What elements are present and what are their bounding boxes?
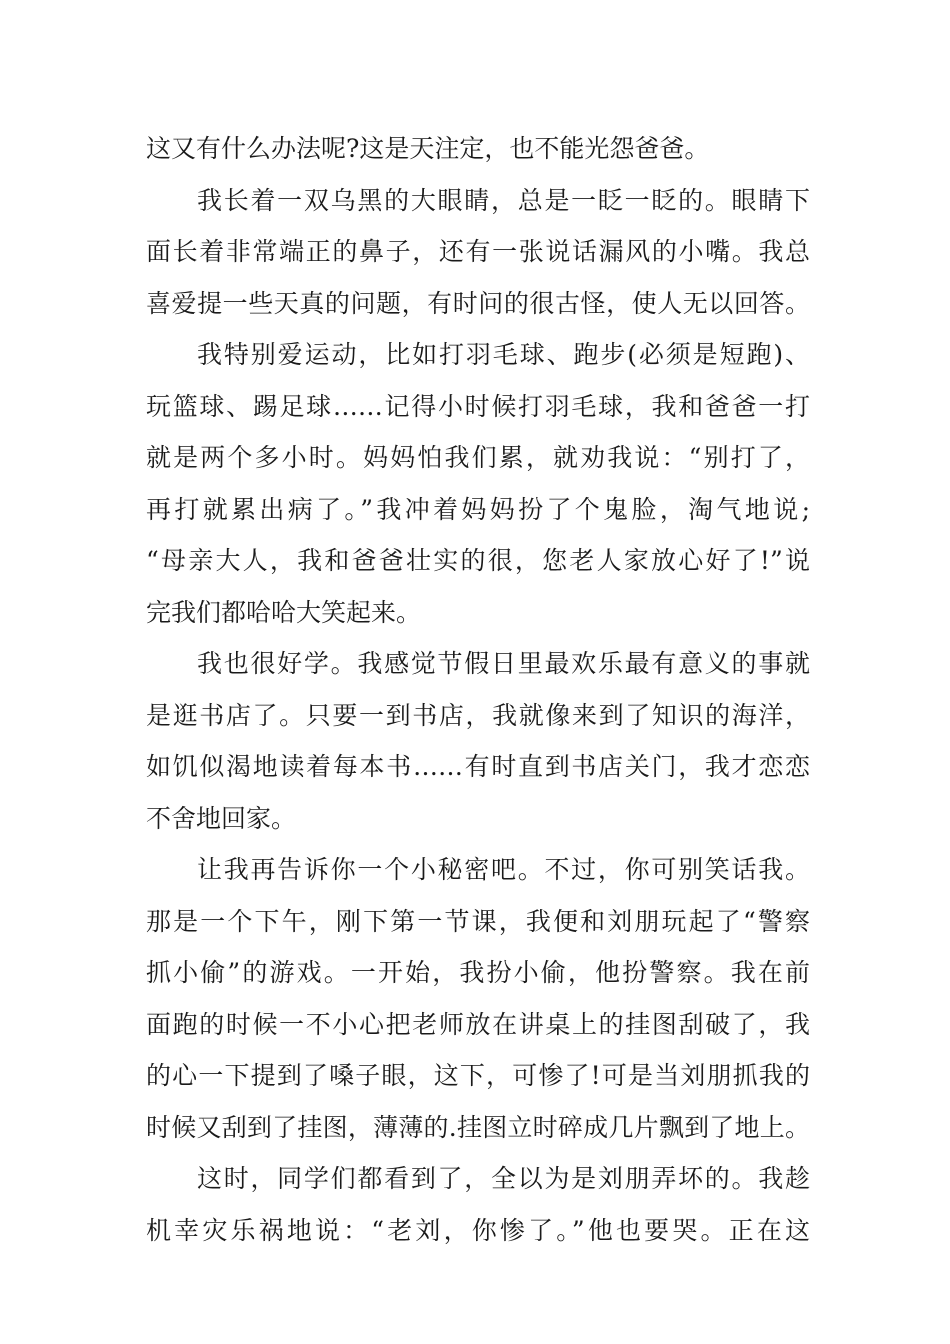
text-line: 我长着一双乌黑的大眼睛，总是一眨一眨的。眼睛下 xyxy=(197,185,810,215)
text-line: 我特别爱运动，比如打羽毛球、跑步(必须是短跑)、 xyxy=(197,340,810,369)
text-line: 面跑的时候一不小心把老师放在讲桌上的挂图刮破了，我 xyxy=(146,1009,810,1039)
text-line: 让我再告诉你一个小秘密吧。不过，你可别笑话我。 xyxy=(197,855,810,884)
text-line: 那是一个下午，刚下第一节课，我便和刘朋玩起了“警察 xyxy=(146,906,810,936)
text-line: “母亲大人，我和爸爸壮实的很，您老人家放心好了!”说 xyxy=(146,546,810,575)
text-line: 玩篮球、踢足球……记得小时候打羽毛球，我和爸爸一打 xyxy=(146,391,810,421)
text-line: 抓小偷”的游戏。一开始，我扮小偷，他扮警察。我在前 xyxy=(146,958,810,987)
text-line: 这时，同学们都看到了，全以为是刘朋弄坏的。我趁 xyxy=(197,1164,810,1193)
text-line: 这又有什么办法呢?这是天注定，也不能光怨爸爸。 xyxy=(146,134,710,163)
text-line: 完我们都哈哈大笑起来。 xyxy=(146,597,422,627)
text-line: 的心一下提到了嗓子眼，这下，可惨了!可是当刘朋抓我的 xyxy=(146,1061,810,1090)
text-line: 如饥似渴地读着每本书……有时直到书店关门，我才恋恋 xyxy=(146,752,810,781)
text-line: 再打就累出病了。”我冲着妈妈扮了个鬼脸，淘气地说; xyxy=(146,494,810,524)
text-line: 我也很好学。我感觉节假日里最欢乐最有意义的事就 xyxy=(197,649,810,678)
text-line: 面长着非常端正的鼻子，还有一张说话漏风的小嘴。我总 xyxy=(146,237,810,266)
text-line: 机幸灾乐祸地说：“老刘，你惨了。”他也要哭。正在这 xyxy=(146,1215,810,1245)
text-line: 不舍地回家。 xyxy=(146,803,297,833)
text-line: 是逛书店了。只要一到书店，我就像来到了知识的海洋， xyxy=(146,700,810,730)
text-line: 喜爱提一些天真的问题，有时问的很古怪，使人无以回答。 xyxy=(146,288,810,318)
text-line: 就是两个多小时。妈妈怕我们累，就劝我说：“别打了， xyxy=(146,443,810,472)
document-page xyxy=(146,127,810,1260)
text-line: 时候又刮到了挂图，薄薄的.挂图立时碎成几片飘到了地上。 xyxy=(146,1112,810,1142)
